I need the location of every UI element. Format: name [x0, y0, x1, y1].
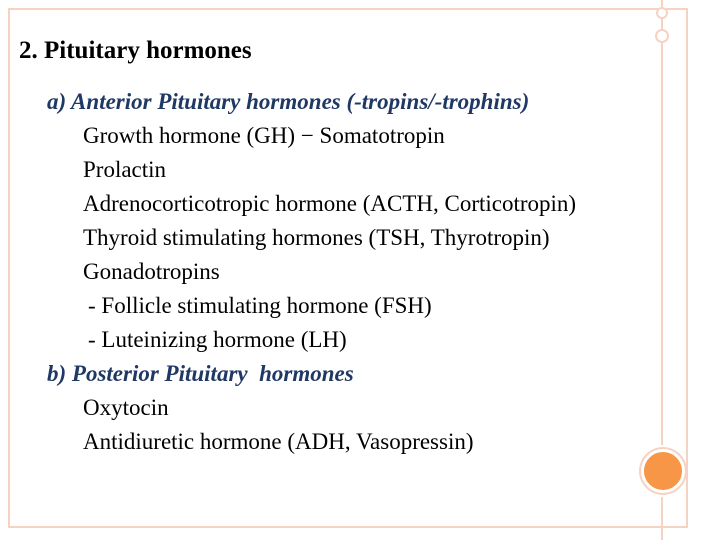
decorative-vertical-line-bottom	[661, 497, 663, 540]
list-item: Gonadotropins	[83, 259, 220, 284]
slide-content	[47, 85, 576, 459]
list-item: Oxytocin	[83, 395, 169, 420]
section-heading-posterior: b) Posterior Pituitary hormones	[47, 361, 354, 386]
decorative-vertical-line	[661, 0, 663, 445]
list-item: Prolactin	[83, 157, 167, 182]
decorative-circle-small	[656, 7, 668, 19]
sub-list-item: - Luteinizing hormone (LH)	[88, 327, 347, 352]
list-item: Thyroid stimulating hormones (TSH, Thyrotropin)	[83, 225, 550, 250]
list-item: Adrenocorticotropic hormone (ACTH, Corticotropin)	[83, 191, 577, 216]
list-item: Growth hormone (GH) − Somatotropin	[83, 123, 445, 148]
section-heading-anterior: a) Anterior Pituitary hormones (-tropins/-trophins)	[47, 89, 530, 114]
slide-title: 2. Pituitary hormones	[19, 37, 252, 64]
decorative-circle-medium	[655, 29, 669, 43]
list-item: Antidiuretic hormone (ADH, Vasopressin)	[83, 429, 474, 454]
sub-list-item: - Follicle stimulating hormone (FSH)	[88, 293, 432, 318]
decorative-circle-orange	[641, 449, 685, 493]
